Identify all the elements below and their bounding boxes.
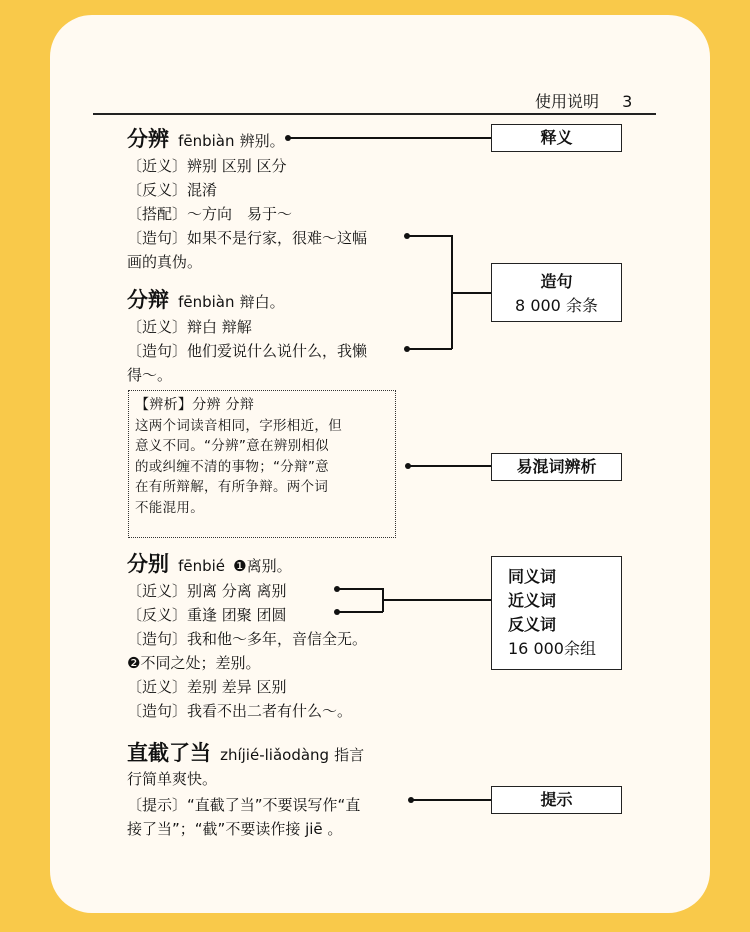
entry-line: 〔提示〕“直截了当”不要误写作“直 xyxy=(127,796,361,814)
entry-line: 〔造句〕如果不是行家，很难～这幅 xyxy=(127,229,368,247)
entry-line: 〔近义〕别离 分离 离别 xyxy=(127,582,287,600)
entry-line: 〔反义〕混淆 xyxy=(127,181,218,199)
entry-definition: 辩白。 xyxy=(239,293,285,311)
entry-line: 行简单爽快。 xyxy=(127,770,218,788)
entry-pinyin: fēnbiàn xyxy=(178,132,235,150)
page-number: 3 xyxy=(622,92,633,111)
entry-line: 画的真伪。 xyxy=(127,253,203,271)
entry-line: 〔造句〕我看不出二者有什么～。 xyxy=(127,702,353,720)
entry-fenbian-1 xyxy=(127,123,367,272)
callout-label: 近义词 xyxy=(508,591,557,610)
entry-fenbie xyxy=(127,548,367,721)
entry-zhijie xyxy=(127,737,364,839)
callout-label: 释义 xyxy=(540,128,573,147)
callout-label: 反义词 xyxy=(508,615,557,634)
callout-synonyms xyxy=(491,556,622,670)
entry-line: 〔近义〕差别 差异 区别 xyxy=(127,678,287,696)
header-rule xyxy=(93,113,656,115)
analysis-box xyxy=(128,390,396,538)
entry-definition: ❶离别。 xyxy=(233,557,292,575)
connector-line xyxy=(412,799,491,801)
entry-line: 接了当”；“截”不要读作接 jiē 。 xyxy=(127,820,343,838)
connector-line xyxy=(382,599,491,601)
callout-label: 提示 xyxy=(540,790,573,809)
connector-line xyxy=(408,235,452,237)
entry-word: 分辩 xyxy=(127,288,169,312)
callout-example-sentences xyxy=(491,263,622,322)
analysis-line: 这两个词读音相同，字形相近，但 xyxy=(135,417,342,434)
entry-line: ❷不同之处；差别。 xyxy=(127,654,261,672)
callout-label: 易混词辨析 xyxy=(516,457,597,476)
entry-line: 〔造句〕我和他～多年，音信全无。 xyxy=(127,630,368,648)
analysis-line: 意义不同。“分辨”意在辨别相似 xyxy=(135,438,329,454)
entry-word: 直截了当 xyxy=(127,741,211,765)
connector-line xyxy=(338,611,383,613)
callout-confusable-words xyxy=(491,453,622,481)
entry-line: 〔造句〕他们爱说什么说什么，我懒 xyxy=(127,342,368,360)
section-title: 使用说明 xyxy=(535,92,600,111)
entry-pinyin: fēnbiàn xyxy=(178,293,235,311)
entry-word: 分别 xyxy=(127,552,169,576)
entry-pinyin: fēnbié xyxy=(178,557,226,575)
analysis-title: 【辨析】分辨 分辩 xyxy=(135,397,255,413)
entry-definition: 指言 xyxy=(334,746,365,764)
entry-pinyin: zhíjié-liǎodàng xyxy=(220,746,330,764)
analysis-line: 在有所辩解，有所争辩。两个词 xyxy=(135,479,329,495)
analysis-line: 的或纠缠不清的事物；“分辩”意 xyxy=(135,458,329,475)
callout-label: 同义词 xyxy=(508,567,557,586)
entry-definition: 辨别。 xyxy=(239,132,285,150)
entry-word: 分辨 xyxy=(127,127,169,151)
connector-line xyxy=(451,292,491,294)
entry-line: 得～。 xyxy=(127,366,173,384)
callout-tip xyxy=(491,786,622,814)
page-header xyxy=(535,89,632,112)
callout-definition xyxy=(491,124,622,152)
callout-count: 16 000余组 xyxy=(508,639,596,658)
analysis-line: 不能混用。 xyxy=(135,499,204,516)
entry-line: 〔近义〕辨别 区别 区分 xyxy=(127,157,287,175)
entry-fenbian-2 xyxy=(127,284,367,385)
callout-count: 8 000 余条 xyxy=(515,296,598,315)
connector-line xyxy=(409,465,491,467)
connector-line xyxy=(338,588,383,590)
entry-line: 〔搭配〕～方向 易于～ xyxy=(127,205,293,223)
callout-label: 造句 xyxy=(540,272,573,291)
connector-line xyxy=(408,348,452,350)
entry-line: 〔反义〕重逢 团聚 团圆 xyxy=(127,606,287,624)
entry-line: 〔近义〕辩白 辩解 xyxy=(127,318,252,336)
connector-line xyxy=(289,137,491,139)
